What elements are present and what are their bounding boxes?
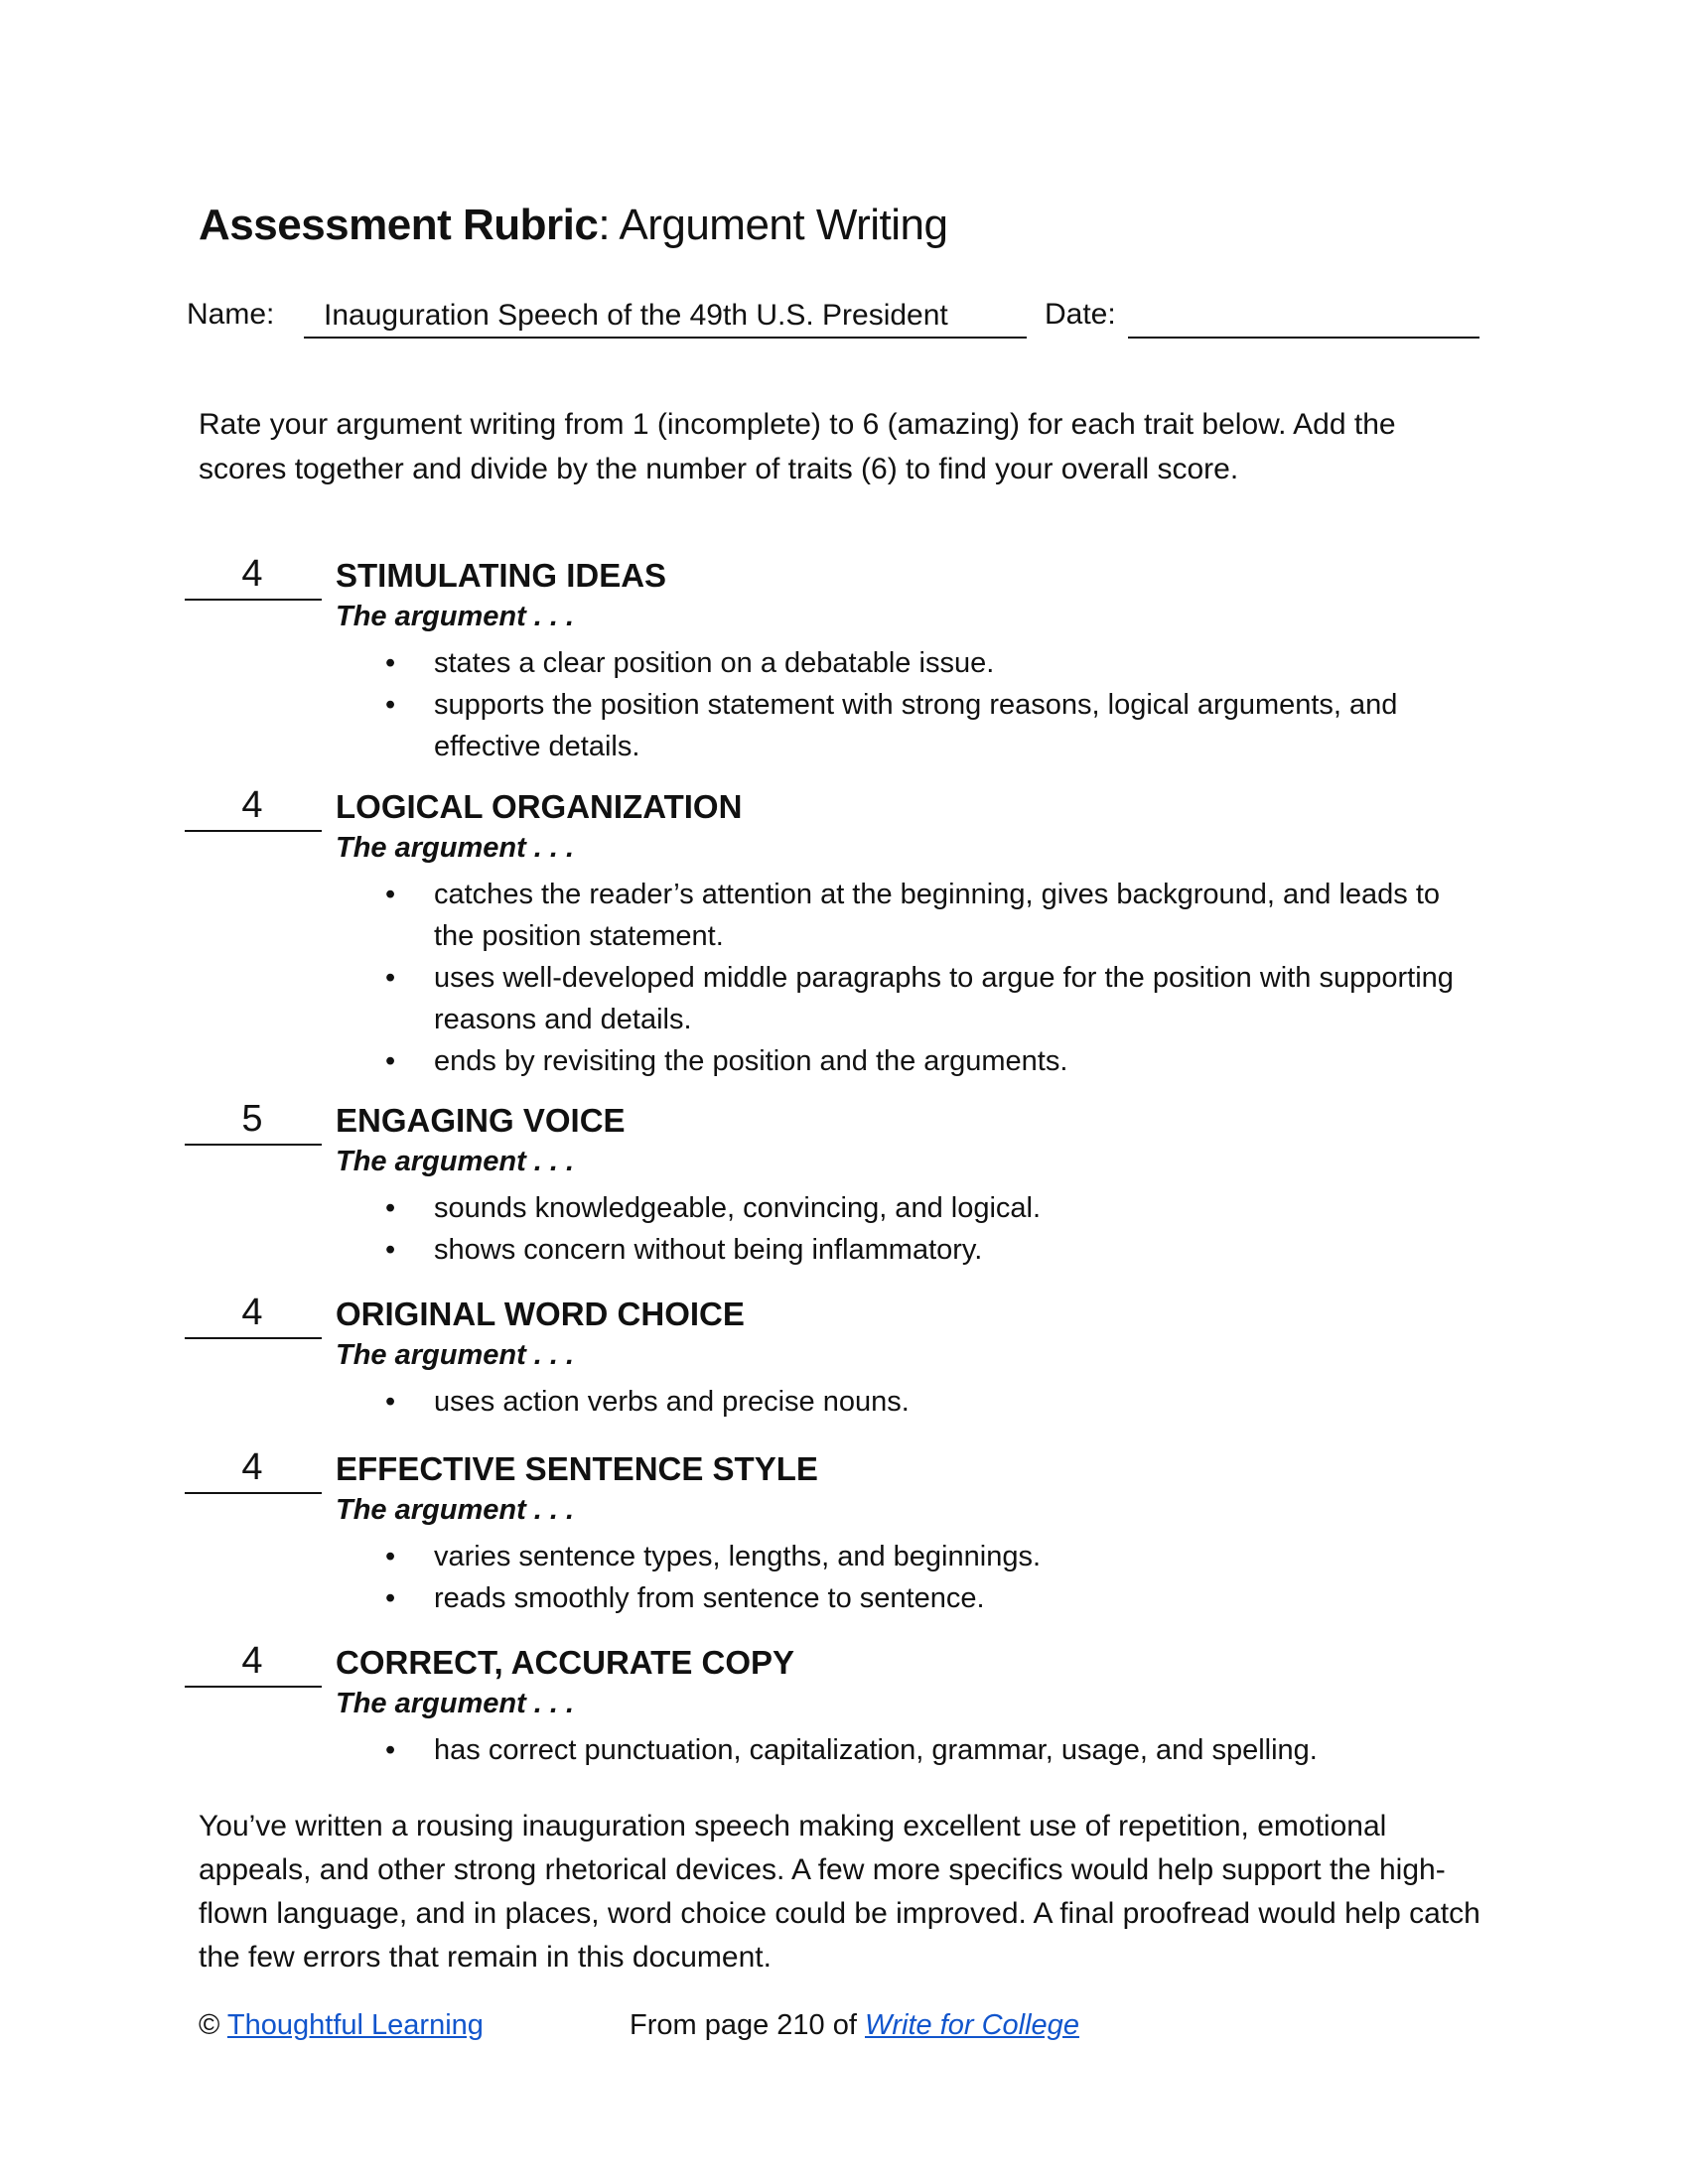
- trait-lead: The argument . . .: [336, 601, 575, 632]
- criterion-item: [0, 684, 1486, 767]
- trait-name: ENGAGING VOICE: [336, 1102, 626, 1139]
- bullet-icon: •: [385, 962, 396, 994]
- criterion-text: varies sentence types, lengths, and beginnings.: [434, 1541, 1042, 1572]
- date-field[interactable]: [1128, 303, 1479, 339]
- score-field[interactable]: [185, 782, 322, 832]
- trait-lead: The argument . . .: [336, 1146, 575, 1177]
- score-field[interactable]: [185, 551, 322, 601]
- trait-lead: The argument . . .: [336, 1494, 575, 1526]
- criterion-text: shows concern without being inflammatory.: [434, 1234, 983, 1266]
- bullet-icon: •: [385, 1386, 396, 1418]
- score-field[interactable]: [185, 1290, 322, 1339]
- criterion-item: [0, 1536, 1486, 1577]
- criterion-item: [0, 957, 1486, 1040]
- publisher-link[interactable]: Thoughtful Learning: [226, 2009, 484, 2041]
- criterion-text: catches the reader’s attention at the beginning, gives background, and leads to the position statement.: [434, 879, 1441, 952]
- trait-criteria: [0, 1381, 1486, 1423]
- bullet-icon: •: [385, 1541, 396, 1572]
- bullet-icon: •: [385, 1192, 396, 1224]
- trait-score: 4: [241, 1292, 263, 1333]
- source-text: From page 210 of: [630, 2009, 857, 2041]
- bullet-icon: •: [385, 1582, 396, 1614]
- score-field[interactable]: [185, 1444, 322, 1494]
- criterion-text: sounds knowledgeable, convincing, and logical.: [434, 1192, 1042, 1224]
- score-field[interactable]: [185, 1638, 322, 1688]
- trait-score: 4: [241, 1640, 263, 1682]
- score-field[interactable]: [185, 1096, 322, 1146]
- trait-criteria: [0, 642, 1486, 767]
- footer-copyright: [199, 2009, 484, 2042]
- criterion-item: [0, 1577, 1486, 1619]
- copyright-symbol: ©: [199, 2009, 220, 2041]
- trait-score: 4: [241, 784, 263, 826]
- trait-lead: The argument . . .: [336, 832, 575, 864]
- name-label: Name:: [187, 298, 275, 331]
- criterion-item: [0, 1729, 1486, 1771]
- criterion-text: ends by revisiting the position and the arguments.: [434, 1045, 1068, 1077]
- trait-score: 4: [241, 553, 263, 595]
- trait-score: 5: [241, 1098, 263, 1140]
- criterion-text: supports the position statement with strong reasons, logical arguments, and effective details.: [434, 689, 1398, 762]
- criterion-item: [0, 1381, 1486, 1423]
- bullet-icon: •: [385, 647, 396, 679]
- criterion-item: [0, 874, 1486, 957]
- trait-lead: The argument . . .: [336, 1688, 575, 1719]
- trait-name: LOGICAL ORGANIZATION: [336, 788, 743, 825]
- trait-name: EFFECTIVE SENTENCE STYLE: [336, 1450, 818, 1487]
- name-field[interactable]: [304, 299, 1027, 339]
- trait-name: ORIGINAL WORD CHOICE: [336, 1296, 745, 1332]
- bullet-icon: •: [385, 879, 396, 910]
- trait-name: STIMULATING IDEAS: [336, 557, 667, 594]
- feedback-comment: You’ve written a rousing inauguration speech making excellent use of repetition, emotional appeals, and other strong rhetorical devices. A few more specifics would help support the high-flown language, and in places, word choice could be improved. A final proofread would help catch the few errors that remain in this document.: [199, 1810, 1480, 1974]
- criterion-text: reads smoothly from sentence to sentence.: [434, 1582, 985, 1614]
- criterion-item: [0, 1187, 1486, 1229]
- criterion-text: uses well-developed middle paragraphs to argue for the position with supporting reasons and details.: [434, 962, 1454, 1035]
- instructions: Rate your argument writing from 1 (incomplete) to 6 (amazing) for each trait below. Add the scores together and divide by the number of traits (6) to find your overall score.: [199, 408, 1396, 485]
- criterion-item: [0, 642, 1486, 684]
- trait-score: 4: [241, 1446, 263, 1488]
- criterion-item: [0, 1040, 1486, 1082]
- bullet-icon: •: [385, 689, 396, 721]
- date-label: Date:: [1045, 298, 1116, 331]
- title-rest: : Argument Writing: [598, 201, 948, 249]
- criterion-text: uses action verbs and precise nouns.: [434, 1386, 910, 1418]
- trait-name: CORRECT, ACCURATE COPY: [336, 1644, 795, 1681]
- criterion-text: states a clear position on a debatable issue.: [434, 647, 995, 679]
- book-link[interactable]: Write for College: [864, 2009, 1079, 2041]
- trait-criteria: [0, 1729, 1486, 1771]
- name-value: Inauguration Speech of the 49th U.S. President: [324, 299, 948, 332]
- trait-lead: The argument . . .: [336, 1339, 575, 1371]
- criterion-item: [0, 1229, 1486, 1271]
- title-bold: Assessment Rubric: [199, 201, 599, 249]
- bullet-icon: •: [385, 1045, 396, 1077]
- footer-source: [630, 2009, 1079, 2042]
- criterion-text: has correct punctuation, capitalization, grammar, usage, and spelling.: [434, 1734, 1318, 1766]
- bullet-icon: •: [385, 1234, 396, 1266]
- trait-criteria: [0, 1536, 1486, 1619]
- bullet-icon: •: [385, 1734, 396, 1766]
- trait-criteria: [0, 1187, 1486, 1271]
- trait-criteria: [0, 874, 1486, 1082]
- page-title: [199, 201, 947, 250]
